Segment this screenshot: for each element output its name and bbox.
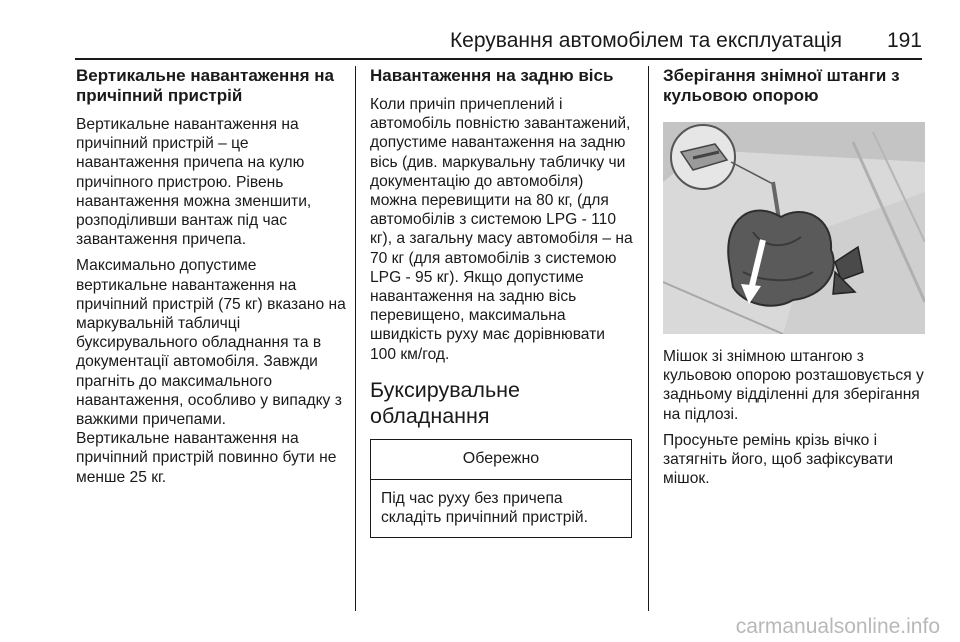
column-vertical-load xyxy=(76,66,348,612)
warning-title: Обережно xyxy=(371,440,631,480)
warning-box xyxy=(370,439,632,538)
section-title-towing-equipment: Буксирувальне обладнання xyxy=(370,377,520,428)
paragraph: Просуньте ремінь крізь вічко і затягніть його, щоб зафіксувати мішок. xyxy=(663,431,894,488)
column-rear-axle-load xyxy=(370,66,634,612)
section-heading-vertical-load: Вертикальне навантаження на причіпний пристрій xyxy=(76,66,334,105)
running-title: Керування автомобілем та експлуатація xyxy=(449,29,842,52)
storage-bag-illustration xyxy=(663,122,925,334)
column-divider-right xyxy=(648,66,649,611)
section-heading-storage: Зберігання знімної штанги з кульовою опорою xyxy=(663,66,900,105)
page-header xyxy=(0,28,960,58)
section-heading-rear-axle: Навантаження на задню вісь xyxy=(370,66,614,85)
paragraph: Коли причіп причеплений і автомобіль повністю завантажений, допустиме навантаження на задню вісь (див. маркувальну табличку чи документацію до автомобіля) можна перевищити на 80 кг, (для автомобілів з системою LPG - 110 кг), а загальну масу автомобіля – на 70 кг (для автомобілів з системою LPG - 95 кг). Якщо допустиме навантаження на задню вісь перевищено, максимальна швидкість руху має дорівнювати 100 км/год. xyxy=(370,96,633,363)
column-divider-left xyxy=(355,66,356,611)
paragraph: Вертикальне навантаження на причіпний пристрій – це навантаження причепа на кулю причіпного пристрою. Рівень навантаження можна зменшити, розподіливши вантаж під час завантаження причепа. xyxy=(76,116,312,249)
paragraph: Вертикальне навантаження на причіпний пристрій повинно бути не менше 25 кг. xyxy=(76,430,337,486)
header-rule xyxy=(75,58,922,60)
column-storage xyxy=(663,66,925,612)
paragraph: Максимально допустиме вертикальне навантаження на причіпний пристрій (75 кг) вказано на маркувальній табличці буксирувального обладнання та в документації автомобіля. Завжди прагніть до максимального навантаження, особливо у випадку з важкими причепами. xyxy=(76,257,346,429)
page-number: 191 xyxy=(886,29,922,52)
watermark: carmanualsonline.info xyxy=(735,615,940,638)
paragraph: Мішок зі знімною штангою з кульовою опорою розташовується у задньому відділенні для зберігання на підлозі. xyxy=(663,348,924,423)
warning-text: Під час руху без причепа складіть причіпний пристрій. xyxy=(381,489,588,527)
